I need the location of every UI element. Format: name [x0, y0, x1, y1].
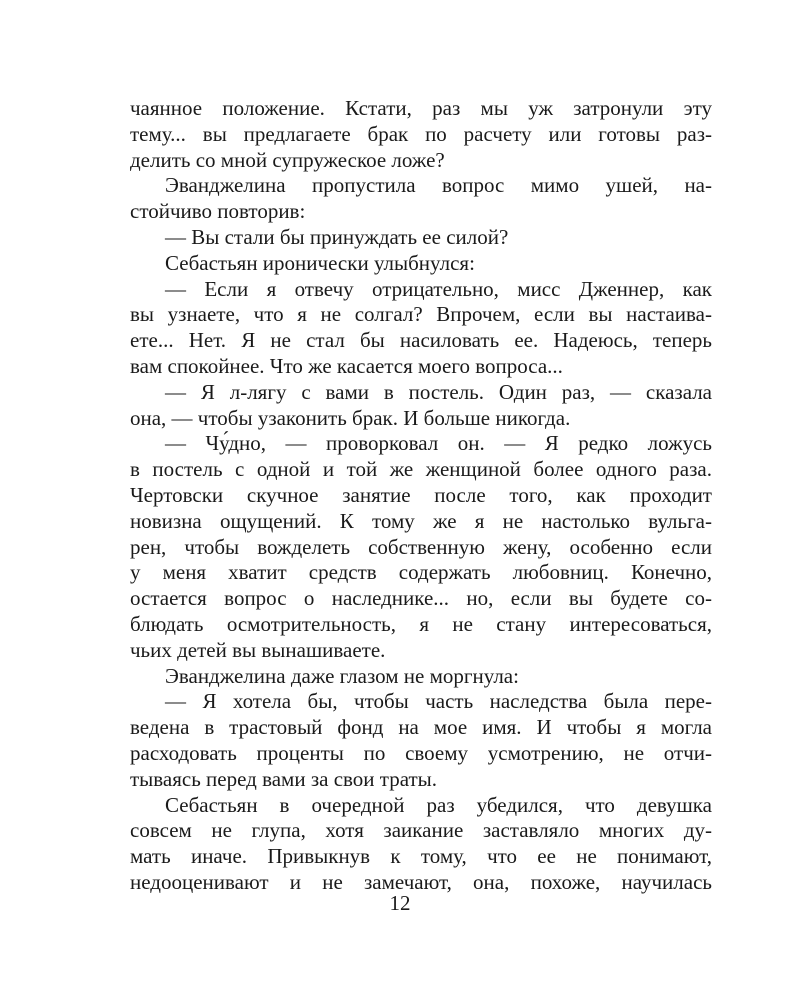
text-line: чаянное положение. Кстати, раз мы уж затронули эту	[130, 96, 712, 120]
text-line: делить со мной супружеское ложе?	[130, 147, 445, 172]
text-line: — Я л-лягу с вами в постель. Один раз, — сказала	[165, 379, 712, 404]
text-line: — Если я отвечу отрицательно, мисс Дженнер, как	[165, 276, 712, 301]
text-line: Чертовски скучное занятие после того, как проходит	[130, 482, 712, 507]
text-line: Себастьян в очередной раз убедился, что девушка	[165, 792, 712, 817]
text-line: ведена в трастовый фонд на мое имя. И чтобы я могла	[130, 715, 712, 740]
text-line: — Я хотела бы, чтобы часть наследства была пере-	[165, 689, 712, 714]
text-line: стойчиво повторив:	[130, 199, 306, 224]
text-line: тываясь перед вами за свои траты.	[130, 766, 438, 791]
text-line: Себастьян иронически улыбнулся:	[165, 250, 475, 275]
text-line: недооценивают и не замечают, она, похоже, научилась	[130, 869, 712, 894]
text-line: остается вопрос о наследнике... но, если вы будете со-	[130, 586, 712, 611]
text-line: мать иначе. Привыкнув к тому, что ее не понимают,	[130, 844, 712, 869]
page-number: 12	[389, 891, 411, 915]
text-line: Эванджелина пропустила вопрос мимо ушей, на-	[165, 173, 712, 198]
text-line: в постель с одной и той же женщиной более одного раза.	[130, 457, 712, 482]
text-line: совсем не глупа, хотя заикание заставляло многих ду-	[130, 818, 712, 843]
text-line: расходовать проценты по своему усмотрению, не отчи-	[130, 740, 712, 765]
text-line: чьих детей вы вынашиваете.	[130, 637, 386, 662]
text-line: — Вы стали бы принуждать ее силой?	[165, 224, 509, 249]
text-line: Эванджелина даже глазом не моргнула:	[165, 663, 519, 688]
text-line: ете... Нет. Я не стал бы насиловать ее. Надеюсь, теперь	[130, 328, 712, 353]
text-line: блюдать осмотрительность, я не стану интересоваться,	[130, 611, 712, 636]
page-body	[130, 96, 712, 896]
text-line: она, — чтобы узаконить брак. И больше никогда.	[130, 405, 571, 430]
text-line: вам спокойнее. Что же касается моего вопроса...	[130, 353, 563, 378]
text-line: тему... вы предлагаете брак по расчету или готовы раз-	[130, 121, 712, 146]
text-line: вы узнаете, что я не солгал? Впрочем, если вы настаива-	[130, 302, 712, 327]
text-line: новизна ощущений. К тому же я не настолько вульга-	[130, 508, 712, 533]
text-line: — Чу́дно, — проворковал он. — Я редко ложусь	[165, 431, 712, 456]
text-line: у меня хватит средств содержать любовниц. Конечно,	[130, 560, 712, 585]
text-line: рен, чтобы вожделеть собственную жену, особенно если	[130, 534, 712, 559]
